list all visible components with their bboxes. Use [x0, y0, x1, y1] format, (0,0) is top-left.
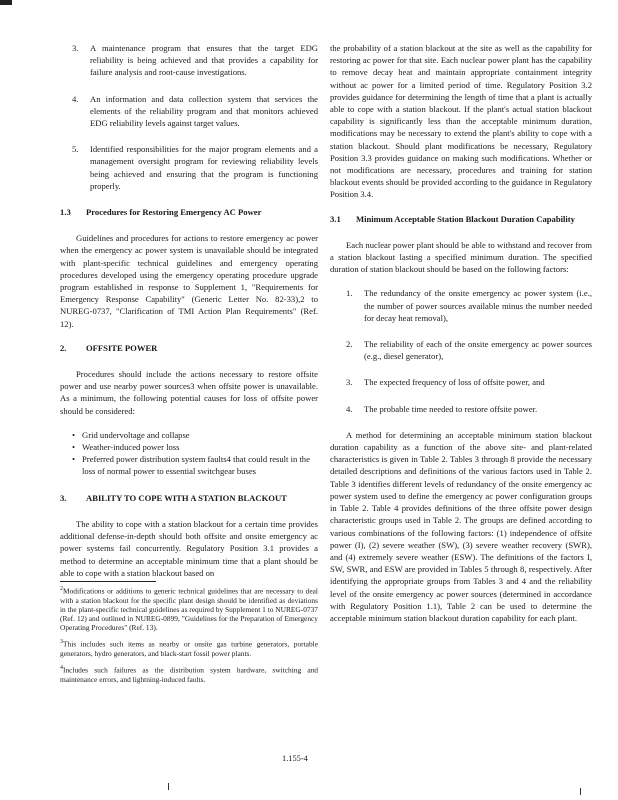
section-title: Procedures for Restoring Emergency AC Power [86, 207, 262, 218]
paragraph: Procedures should include the actions necessary to restore offsite power and use nearby power sources3 when offsite power is unavailable. As a minimum, the following potential causes for loss of offsite power should be considered: [60, 369, 318, 416]
paragraph: The ability to cope with a station blackout for a certain time provides additional defense-in-depth should both offsite and onsite emergency ac power systems fail concurrently. Regulatory Position 3.1 provides a method to determine an acceptable minimum time that a plant should be able to cope with a station blackout based on [60, 518, 318, 578]
section-number: 3.1 [330, 213, 341, 224]
list-number: 5. [72, 144, 79, 155]
list-text: The redundancy of the onsite emergency ac power system (i.e., the number of power sources available minus the number needed for decay heat removal), [364, 288, 592, 323]
list-number: 4. [346, 403, 353, 414]
scan-mark [580, 788, 581, 795]
paragraph: Guidelines and procedures for actions to restore emergency ac power when the emergency ac power system is unavailable should be integrated with plant-specific technical guidelines and emergency operating procedures developed using the emergency operating procedure upgrade program established in response to Supplement 1, "Requirements for Emergency Response Capability" (Generic Letter No. 82-33),2 to NUREG-0737, "Clarification of TMI Action Plan Requirements" (Ref. 12). [60, 233, 318, 329]
paragraph: Each nuclear power plant should be able to withstand and recover from a station blackout lasting a specified minimum duration. The specified duration of station blackout should be based on the following factors: [330, 239, 592, 275]
bullet-text: Weather-induced power loss [82, 442, 180, 453]
footnote [60, 638, 318, 658]
list-text: An information and data collection system that services the elements of the reliability program and that monitors achieved EDG reliability levels against target values. [90, 93, 318, 129]
footnote [60, 664, 318, 684]
bullet-item: • Preferred power distribution system faults4 that could result in the loss of normal power to essential switchgear buses [72, 453, 318, 477]
list-item [344, 287, 592, 324]
section-number: 2. [60, 342, 67, 353]
bullet-text: Preferred power distribution system faults4 that could result in the loss of normal power to essential switchgear buses [82, 454, 310, 477]
list-item [70, 42, 318, 79]
section-title: Minimum Acceptable Station Blackout Duration Capability [356, 213, 575, 224]
bullet-item: • Grid undervoltage and collapse [72, 429, 318, 441]
page-number: 1.155-4 [282, 754, 308, 763]
list-number: 2. [346, 339, 353, 350]
footnote-text: This includes such items as nearby or onsite gas turbine generators, portable generators, hydro generators, and black-start fossil power plants. [60, 639, 318, 659]
list-text: The probable time needed to restore offsite power. [364, 403, 538, 414]
section-number: 3. [60, 492, 67, 503]
bullet-list [72, 429, 318, 478]
list-item [70, 93, 318, 130]
footnote-mark: 4 [60, 665, 63, 672]
list-item [344, 403, 592, 415]
footnote-rule [60, 581, 156, 582]
section-title: OFFSITE POWER [86, 342, 158, 353]
list-number: 3. [72, 43, 79, 53]
left-column [60, 42, 318, 690]
paragraph: A method for determining an acceptable minimum station blackout duration capability as a function of the above site- and plant-related characteristics is given in Table 2. Tables 3 through 8 provide the necessary detailed descriptions and definitions of the various factors used in Table 2. Table 3 identifies different levels of redundancy of the onsite emergency ac power system used to define the emergency ac power configuration groups in Table 2. Table 4 provides definitions of the three offsite power design characteristic groups used in Table 2. The groups are defined according to various combinations of the following factors: (1) independence of offsite power (I), (2) severe weather (SW), (3) severe weather recovery (SWR), and (4) extremely severe weather (ESW). The definitions of the factors I, SW, SWR, and ESW are provided in Tables 5 through 8, respectively. After identifying the appropriate groups from Tables 3 and 4 and the reliability level of the onsite emergency ac power sources (determined in accordance with Regulatory Position 1.1), Table 2 can be used to determine the acceptable minimum station blackout duration capability for each plant. [330, 429, 592, 623]
list-text: Identified responsibilities for the major program elements and a management oversight program for reviewing reliability levels being achieved and ensuring that the program is functioning properly. [90, 144, 318, 191]
footnote-text: Includes such failures as the distribution system hardware, switching and maintenance errors, and lightning-induced faults. [60, 665, 318, 684]
list-number: 3. [346, 377, 353, 388]
footnote-text: Modifications or additions to generic technical guidelines that are necessary to deal with a station blackout for the specific plant design should be identified as deviations in the plant-specific technical guidelines as required by Supplement 1 to NUREG-0737 (Ref. 12) and outlined in NUREG-0899, "Guidelines for the Preparation of Emergency Operating Procedures" (Ref. 13). [60, 586, 318, 633]
footnote-mark: 2 [60, 585, 63, 592]
list-text: The reliability of each of the onsite emergency ac power sources (e.g., diesel generator), [364, 339, 592, 362]
section-title: ABILITY TO COPE WITH A STATION BLACKOUT [86, 492, 287, 503]
section-heading-3 [60, 492, 318, 504]
section-heading-2 [60, 342, 318, 354]
list-text: The expected frequency of loss of offsite power, and [364, 377, 545, 388]
section-number: 1.3 [60, 207, 71, 218]
list-item [70, 143, 318, 192]
factor-list [330, 287, 592, 414]
section-heading-3-1 [330, 213, 592, 225]
bullet-item: • Weather-induced power loss [72, 441, 318, 453]
list-number: 4. [72, 93, 79, 104]
list-item [344, 338, 592, 362]
list-item [344, 376, 592, 388]
scan-corner-mark [0, 0, 12, 5]
section-heading-1-3 [60, 206, 318, 218]
paragraph: the probability of a station blackout at the site as well as the capability for restoring ac power for that site. Each nuclear power plant has the capability to remove decay heat and maintain appropriate containment integrity without ac power for a limited period of time. Regulatory Position 3.2 provides guidance for determining the length of time that a plant is actually able to cope with a station blackout. If the plant's actual station blackout capability is significantly less than the acceptable minimum duration, modifications may be necessary to extend the plant's ability to cope with a station blackout. Should plant modifications be necessary, Regulatory Position 3.3 provides guidance on making such modifications. Whether or not modifications are necessary, procedures and training for station blackout events should be provided according to the guidance in Regulatory Position 3.4. [330, 43, 592, 200]
bullet-text: Grid undervoltage and collapse [82, 429, 190, 440]
list-number: 1. [346, 288, 353, 299]
scan-mark [168, 783, 169, 790]
right-column [330, 42, 592, 636]
footnote [60, 585, 318, 632]
list-text: A maintenance program that ensures that the target EDG reliability is being achieved and that provides a capability for failure analysis and root-cause investigations. [90, 43, 318, 78]
footnote-mark: 3 [60, 639, 63, 646]
